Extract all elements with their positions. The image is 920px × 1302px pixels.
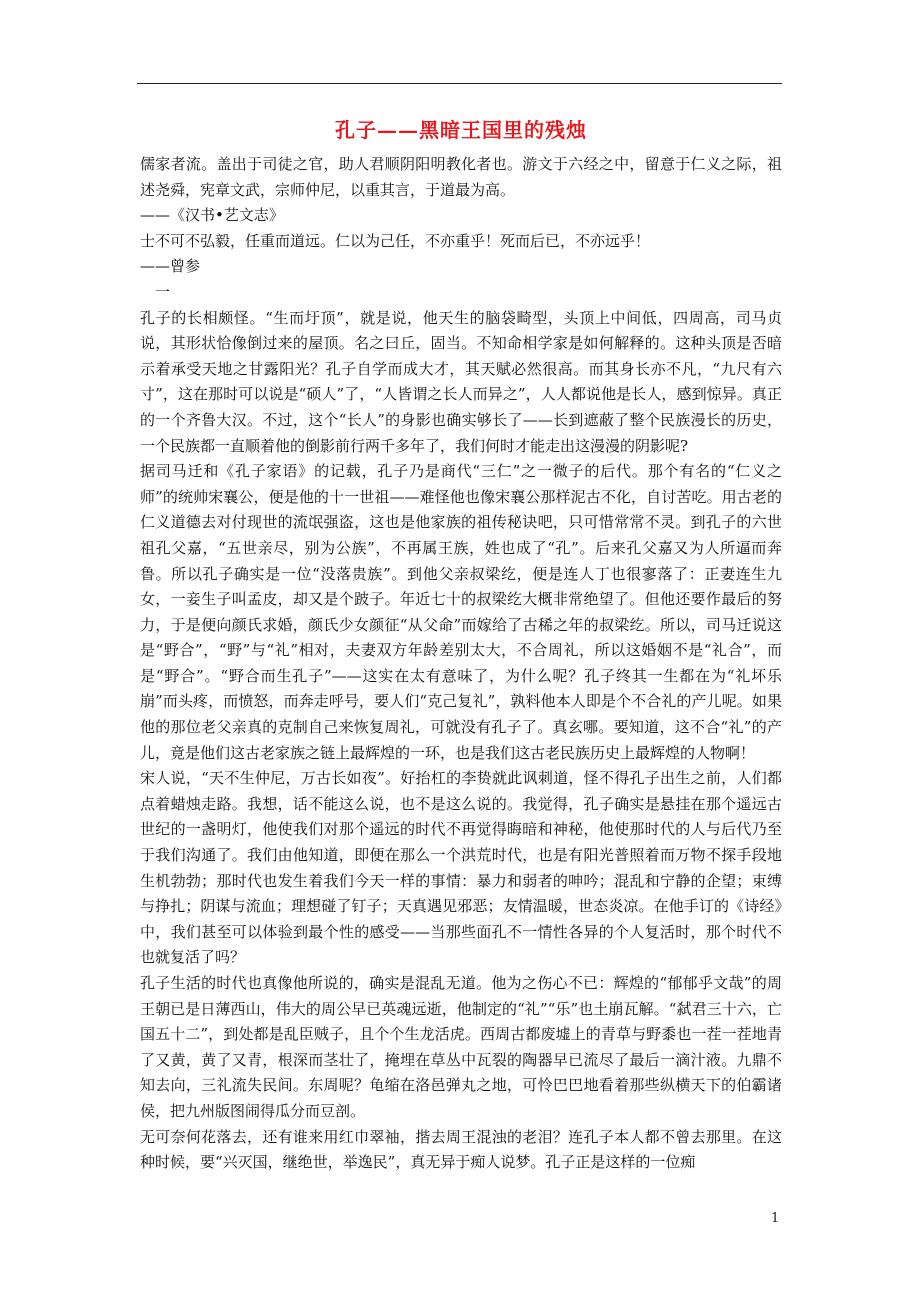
epigraph-2: 士不可不弘毅，任重而道远。仁以为己任，不亦重乎！死而后已，不亦远乎！ [140,231,651,250]
paragraph: 宋人说，“天不生仲尼，万古长如夜”。好抬杠的李贽就此讽刺道，怪不得孔子出生之前，人们都点着蜡烛走路。我想，话不能这么说，也不是这么说的。我觉得，孔子确实是悬挂在那个遥远古世纪的一盏明灯，他使我们对那个遥远的时代不再觉得晦暗和神秘，他使那时代的人与后代乃至于我们沟通了。我们由他知道，即便在那么一个洪荒时代，也是有阳光普照着而万物不探手段地生机勃勃；那时代也发生着我们今天一样的事情：暴力和弱者的呻吟；混乱和宁静的企望；束缚与挣扎；阴谋与流血；理想碰了钉子；天真遇见邪恶；友情温暖，世态炎凉。在他手订的《诗经》中，我们甚至可以体验到最个性的感受——当那些面孔不一情性各异的个人复活时，那个时代不也就复活了吗？ [140,769,782,967]
document-title: 孔子——黑暗王国里的残烛 [335,118,587,142]
document-page [140,116,782,1176]
paragraph: 无可奈何花落去，还有谁来用红巾翠袖，揩去周王混浊的老泪？连孔子本人都不曾去那里。在这种时候，要“兴灭国，继绝世，举逸民”，真无异于痴人说梦。孔子正是这样的一位痴 [140,1127,782,1172]
epigraph-1: 儒家者流。盖出于司徒之官，助人君顺阴阳明教化者也。游文于六经之中，留意于仁义之际，祖述尧舜，宪章文武，宗师仲尼，以重其言，于道最为高。 [140,155,782,199]
paragraph: 孔子生活的时代也真像他所说的，确实是混乱无道。他为之伤心不已：辉煌的“郁郁乎文哉”的周王朝已是日薄西山，伟大的周公早已英魂远逝，他制定的“礼”“乐”也土崩瓦解。“弑君三十六，亡国五十二”，到处都是乱臣贼子，且个个生龙活虎。西周古都废墟上的青草与野黍也一茬一茬地青了又黄，黄了又青，根深而茎壮了，掩埋在草丛中瓦裂的陶器早已流尽了最后一滴汁液。九鼎不知去向，三礼流失民间。东周呢？龟缩在洛邑弹丸之地，可怜巴巴地看着那些纵横天下的伯霸诸侯，把九州版图闹得瓜分而豆剖。 [140,974,782,1120]
section-number: 一 [155,282,171,301]
epigraph-1-source: ——《汉书•艺文志》 [140,206,284,225]
document-body [140,152,782,1176]
paragraph: 据司马迁和《孔子家语》的记载，孔子乃是商代“三仁”之一微子的后代。那个有名的“仁义之师”的统帅宋襄公，便是他的十一世祖——难怪他也像宋襄公那样泥古不化，自讨苦吃。用古老的仁义道德去对付现世的流氓强盗，这也是他家族的祖传秘诀吧，只可惜常常不灵。到孔子的六世祖孔父嘉，“五世亲尽，别为公族”，不再属王族，姓也成了“孔”。后来孔父嘉又为人所逼而奔鲁。所以孔子确实是一位“没落贵族”。到他父亲叔梁纥，便是连人丁也很寥落了：正妻连生九女，一妾生子叫孟皮，却又是个跛子。年近七十的叔梁纥大概非常绝望了。但他还要作最后的努力，于是便向颜氏求婚，颜氏少女颜征“从父命”而嫁给了古稀之年的叔梁纥。所以，司马迁说这是“野合”，“野”与“礼”相对，夫妻双方年龄差别太大，不合周礼，所以这婚姻不是“礼合”，而是“野合”。“野合而生孔子”——这实在太有意味了，为什么呢？孔子终其一生都在为“礼坏乐崩”而头疼，而愤怒，而奔走呼号，要人们“克己复礼”，孰料他本人即是个不合礼的产儿呢。如果他的那位老父亲真的克制自己来恢复周礼，可就没有孔子了。真玄哪。要知道，这不合“礼”的产儿，竟是他们这古老家族之链上最辉煌的一环，也是我们这古老民族历史上最辉煌的人物啊！ [140,462,782,762]
epigraph-2-source: ——曾参 [140,257,201,276]
page-number: 1 [771,1211,780,1226]
paragraph: 孔子的长相颇怪。“生而圩顶”，就是说，他天生的脑袋畸型，头顶上中间低，四周高，司马贞说，其形状恰像倒过来的屋顶。名之曰丘，固当。不知命相学家是如何解释的。这种头顶是否暗示着承受天地之甘露阳光？孔子自学而成大才，其天赋必然很高。而其身长亦不凡，“九尺有六寸”，这在那时可以说是“硕人”了，“人皆谓之长人而异之”，人人都说他是长人，感到惊异。真正的一个齐鲁大汉。不过，这个“长人”的身影也确实够长了——长到遮蔽了整个民族漫长的历史，一个民族都一直顺着他的倒影前行两千多年了，我们何时才能走出这漫漫的阴影呢? [140,308,782,455]
header-rule [137,83,782,84]
